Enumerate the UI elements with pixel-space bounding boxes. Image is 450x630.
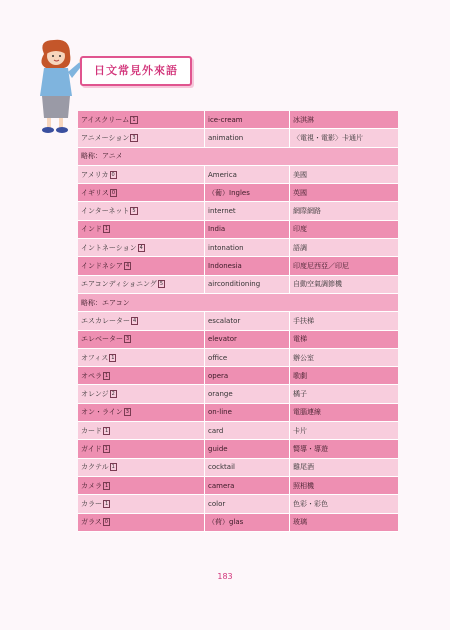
abbreviation-note: 略称：エアコン (78, 293, 398, 311)
japanese-word-cell (78, 513, 205, 531)
japanese-word: イギリス (81, 188, 109, 197)
japanese-word-cell (78, 440, 205, 458)
chinese-meaning-cell: 美國 (290, 165, 399, 183)
source-word-cell: on-line (205, 403, 290, 421)
chinese-meaning-cell: 語調 (290, 239, 399, 257)
table-row (78, 257, 398, 275)
chinese-meaning-cell: 橘子 (290, 385, 399, 403)
japanese-word-cell (78, 257, 205, 275)
japanese-word-cell (78, 403, 205, 421)
table-row (78, 129, 398, 147)
source-word-cell: （葡）Ingles (205, 184, 290, 202)
japanese-word: カクテル (81, 463, 109, 472)
abbreviation-row (78, 147, 398, 165)
table-row (78, 184, 398, 202)
japanese-word: ガラス (81, 518, 102, 527)
source-word-cell: ice-cream (205, 111, 290, 129)
accent-tag: 2 (111, 391, 115, 398)
accent-tag: 1 (111, 354, 115, 361)
chinese-meaning-cell: 網際網路 (290, 202, 399, 220)
vocabulary-table (78, 111, 398, 532)
japanese-word: エスカレーター (81, 316, 130, 325)
accent-tag: 3 (126, 336, 130, 343)
accent-tag: 1 (105, 500, 109, 507)
source-word-cell: color (205, 495, 290, 513)
source-word-cell: （荷）glas (205, 513, 290, 531)
accent-tag: 1 (105, 226, 109, 233)
japanese-word: アイスクリーム (81, 115, 130, 124)
source-word-cell: camera (205, 476, 290, 494)
japanese-word-cell (78, 495, 205, 513)
japanese-word: エアコンディショニング (81, 280, 157, 289)
source-word-cell: India (205, 220, 290, 238)
table-row (78, 476, 398, 494)
table-row (78, 220, 398, 238)
source-word-cell: America (205, 165, 290, 183)
table-row (78, 330, 398, 348)
table-row (78, 458, 398, 476)
table-row (78, 111, 398, 129)
japanese-word: イントネーション (81, 243, 137, 252)
table-row (78, 422, 398, 440)
japanese-word: オン・ライン (81, 408, 123, 417)
japanese-word: オフィス (81, 353, 109, 362)
accent-tag: 4 (125, 263, 130, 270)
japanese-word: エレベーター (81, 335, 123, 344)
source-word-cell: office (205, 348, 290, 366)
japanese-word: インターネット (81, 207, 130, 216)
japanese-word: カラー (81, 499, 102, 508)
source-word-cell: Indonesia (205, 257, 290, 275)
table-row (78, 202, 398, 220)
japanese-word: カード (81, 426, 102, 435)
source-word-cell: airconditioning (205, 275, 290, 293)
japanese-word: カメラ (81, 481, 102, 490)
japanese-word-cell (78, 220, 205, 238)
japanese-word-cell (78, 184, 205, 202)
chinese-meaning-cell: 嚮導・導遊 (290, 440, 399, 458)
accent-tag: 0 (111, 171, 115, 178)
chinese-meaning-cell: 手扶梯 (290, 312, 399, 330)
japanese-word-cell (78, 202, 205, 220)
japanese-word-cell (78, 312, 205, 330)
accent-tag: 0 (104, 519, 108, 526)
accent-tag: 0 (111, 189, 116, 196)
page-number: 183 (217, 572, 233, 581)
chinese-meaning-cell: 照相機 (290, 476, 399, 494)
accent-tag: 3 (132, 134, 136, 141)
table-row (78, 513, 398, 531)
source-word-cell: guide (205, 440, 290, 458)
chinese-meaning-cell: 冰淇淋 (290, 111, 399, 129)
abbreviation-row (78, 293, 398, 311)
accent-tag: 1 (132, 116, 136, 123)
japanese-word: アメリカ (81, 170, 109, 179)
chinese-meaning-cell: 玻璃 (290, 513, 399, 531)
accent-tag: 5 (159, 281, 163, 288)
accent-tag: 1 (105, 427, 109, 434)
japanese-word-cell (78, 476, 205, 494)
source-word-cell: card (205, 422, 290, 440)
chinese-meaning-cell: 卡片 (290, 422, 399, 440)
japanese-word-cell (78, 458, 205, 476)
japanese-word-cell (78, 385, 205, 403)
source-word-cell: opera (205, 367, 290, 385)
source-word-cell: cocktail (205, 458, 290, 476)
chinese-meaning-cell: 電腦連線 (290, 403, 399, 421)
table-row (78, 403, 398, 421)
chinese-meaning-cell: 歌劇 (290, 367, 399, 385)
japanese-word: インドネシア (81, 262, 123, 271)
teacher-illustration (28, 36, 84, 134)
japanese-word-cell (78, 330, 205, 348)
accent-tag: 1 (105, 372, 109, 379)
chinese-meaning-cell: 色彩・彩色 (290, 495, 399, 513)
japanese-word-cell (78, 367, 205, 385)
japanese-word-cell (78, 422, 205, 440)
japanese-word: ガイド (81, 444, 102, 453)
table-row (78, 495, 398, 513)
source-word-cell: orange (205, 385, 290, 403)
japanese-word-cell (78, 111, 205, 129)
chinese-meaning-cell: 〈電視・電影〉卡通片 (290, 129, 399, 147)
table-row (78, 348, 398, 366)
section-title-box (80, 56, 192, 86)
accent-tag: 5 (132, 208, 136, 215)
table-row (78, 312, 398, 330)
table-row (78, 165, 398, 183)
accent-tag: 1 (111, 464, 115, 471)
japanese-word-cell (78, 348, 205, 366)
source-word-cell: intonation (205, 239, 290, 257)
section-title: 日文常見外來語 (94, 64, 178, 77)
abbreviation-note: 略称：アニメ (78, 147, 398, 165)
japanese-word: インド (81, 225, 102, 234)
chinese-meaning-cell: 英國 (290, 184, 399, 202)
japanese-word-cell (78, 129, 205, 147)
table-row (78, 367, 398, 385)
table-row (78, 385, 398, 403)
chinese-meaning-cell: 印度 (290, 220, 399, 238)
accent-tag: 1 (104, 445, 108, 452)
japanese-word: オペラ (81, 371, 102, 380)
chinese-meaning-cell: 雞尾酒 (290, 458, 399, 476)
japanese-word-cell (78, 275, 205, 293)
chinese-meaning-cell: 自動空氣調節機 (290, 275, 399, 293)
chinese-meaning-cell: 電梯 (290, 330, 399, 348)
japanese-word-cell (78, 165, 205, 183)
chinese-meaning-cell: 印度尼西亞／印尼 (290, 257, 399, 275)
source-word-cell: internet (205, 202, 290, 220)
table-row (78, 275, 398, 293)
table-row (78, 440, 398, 458)
accent-tag: 3 (125, 409, 129, 416)
source-word-cell: escalator (205, 312, 290, 330)
japanese-word: アニメーション (81, 133, 130, 142)
accent-tag: 4 (133, 317, 137, 324)
source-word-cell: animation (205, 129, 290, 147)
japanese-word: オレンジ (81, 390, 109, 399)
accent-tag: 4 (139, 244, 143, 251)
source-word-cell: elevator (205, 330, 290, 348)
chinese-meaning-cell: 辦公室 (290, 348, 399, 366)
table-row (78, 239, 398, 257)
accent-tag: 1 (105, 482, 109, 489)
japanese-word-cell (78, 239, 205, 257)
